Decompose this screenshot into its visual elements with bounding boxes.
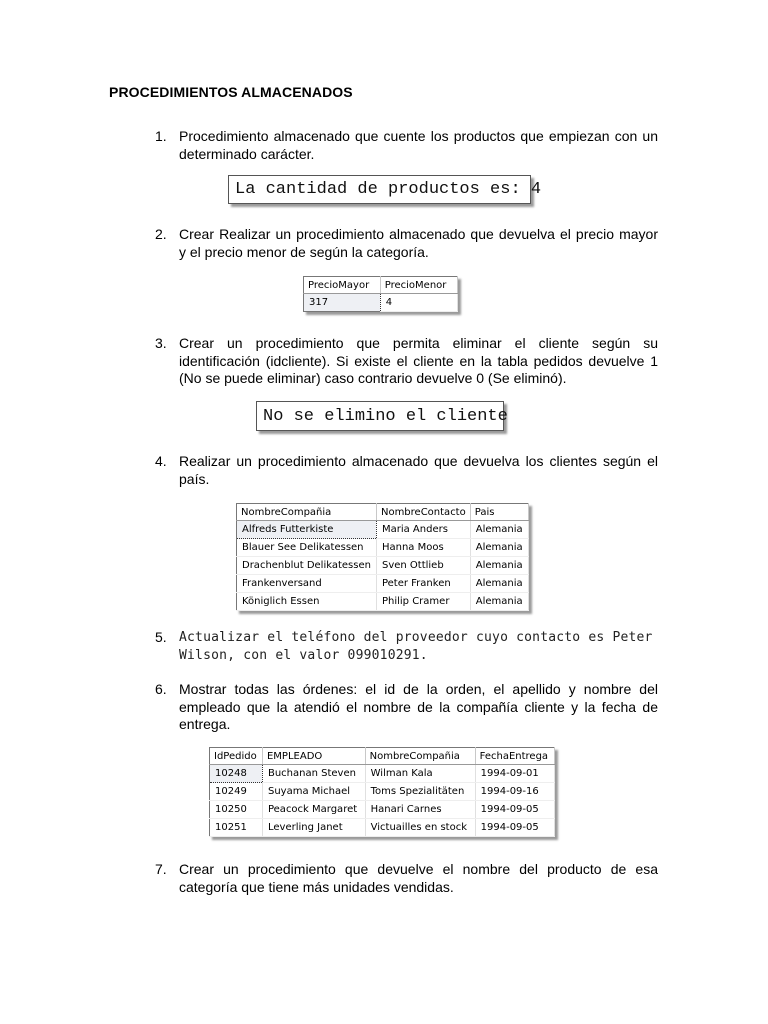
item-number: 1.: [155, 128, 167, 144]
result-message-productos: La cantidad de productos es: 4: [228, 175, 531, 204]
table-row: [210, 783, 555, 801]
table-cell[interactable]: Blauer See Delikatessen: [237, 539, 377, 557]
table-cell[interactable]: Victuailles en stock: [365, 819, 475, 837]
column-header: IdPedido: [210, 748, 263, 765]
column-header: NombreCompañia: [237, 504, 377, 521]
table-cell[interactable]: 317: [304, 294, 381, 312]
table-cell[interactable]: Alemania: [470, 539, 528, 557]
table-cell[interactable]: Toms Spezialitäten: [365, 783, 475, 801]
table-cell[interactable]: Alemania: [470, 575, 528, 593]
item-text: Mostrar todas las órdenes: el id de la orden, el apellido y nombre del empleado que la atendió el nombre de la compañía cliente y la fecha de entrega.: [179, 681, 658, 732]
table-cell[interactable]: Suyama Michael: [262, 783, 365, 801]
table-cell[interactable]: Alemania: [470, 593, 528, 611]
item-text: Crear Realizar un procedimiento almacenado que devuelva el precio mayor y el precio menor de según la categoría.: [179, 226, 658, 260]
table-row: [237, 575, 529, 593]
table-row: [210, 819, 555, 837]
table-row: [304, 294, 458, 312]
table-cell[interactable]: 1994-09-16: [475, 783, 554, 801]
table-cell[interactable]: Hanari Carnes: [365, 801, 475, 819]
table-cell[interactable]: 4: [380, 294, 457, 312]
column-header: FechaEntrega: [475, 748, 554, 765]
column-header: PrecioMenor: [380, 277, 457, 294]
result-grid-precios: [303, 276, 458, 312]
item-number: 5.: [155, 629, 167, 645]
list-item: [155, 226, 658, 261]
table-cell[interactable]: Wilman Kala: [365, 765, 475, 783]
table-cell[interactable]: Hanna Moos: [376, 539, 470, 557]
item-text: Actualizar el teléfono del proveedor cuyo contacto es Peter Wilson, con el valor 099010291.: [179, 630, 653, 663]
table-cell[interactable]: Frankenversand: [237, 575, 377, 593]
result-message-cliente: No se elimino el cliente: [256, 401, 504, 431]
table-cell[interactable]: Buchanan Steven: [262, 765, 365, 783]
table-row: [237, 557, 529, 575]
table-cell[interactable]: Leverling Janet: [262, 819, 365, 837]
table-cell[interactable]: Drachenblut Delikatessen: [237, 557, 377, 575]
table-cell[interactable]: 10250: [210, 801, 263, 819]
item-number: 2.: [155, 226, 167, 242]
result-grid-ordenes: [209, 747, 555, 837]
list-item: [155, 453, 658, 488]
list-item: [155, 681, 658, 734]
table-cell[interactable]: Philip Cramer: [376, 593, 470, 611]
table-cell[interactable]: Alemania: [470, 557, 528, 575]
column-header: NombreContacto: [376, 504, 470, 521]
table-cell[interactable]: Peter Franken: [376, 575, 470, 593]
item-number: 4.: [155, 453, 167, 469]
table-row: [237, 539, 529, 557]
page-title: PROCEDIMIENTOS ALMACENADOS: [109, 84, 353, 100]
column-header: EMPLEADO: [262, 748, 365, 765]
table-cell[interactable]: Königlich Essen: [237, 593, 377, 611]
list-item: [155, 128, 658, 163]
table-cell[interactable]: Alemania: [470, 521, 528, 539]
item-text: Crear un procedimiento que devuelve el nombre del producto de esa categoría que tiene más unidades vendidas.: [179, 861, 658, 895]
column-header: Pais: [470, 504, 528, 521]
table-row: [210, 801, 555, 819]
table-row: [237, 521, 529, 539]
list-item: [155, 629, 658, 664]
item-text: Realizar un procedimiento almacenado que devuelva los clientes según el país.: [179, 453, 658, 487]
column-header: PrecioMayor: [304, 277, 381, 294]
item-text: Procedimiento almacenado que cuente los productos que empiezan con un determinado carácter.: [179, 128, 658, 162]
table-cell[interactable]: Peacock Margaret: [262, 801, 365, 819]
table-row: [210, 765, 555, 783]
table-cell[interactable]: Sven Ottlieb: [376, 557, 470, 575]
item-number: 3.: [155, 335, 167, 351]
table-cell[interactable]: 10249: [210, 783, 263, 801]
item-number: 7.: [155, 861, 167, 877]
item-text: Crear un procedimiento que permita eliminar el cliente según su identificación (idcliente). Si existe el cliente en la tabla pedidos devuelve 1 (No se puede eliminar) caso contrario devuelve 0 (Se eliminó).: [179, 335, 658, 386]
table-cell[interactable]: 1994-09-05: [475, 801, 554, 819]
table-cell[interactable]: 1994-09-01: [475, 765, 554, 783]
table-cell[interactable]: 1994-09-05: [475, 819, 554, 837]
list-item: [155, 861, 658, 896]
table-cell[interactable]: Alfreds Futterkiste: [237, 521, 377, 539]
table-cell[interactable]: Maria Anders: [376, 521, 470, 539]
column-header: NombreCompañia: [365, 748, 475, 765]
table-row: [237, 593, 529, 611]
result-grid-clientes: [236, 503, 529, 611]
list-item: [155, 335, 658, 388]
item-number: 6.: [155, 681, 167, 697]
table-cell[interactable]: 10251: [210, 819, 263, 837]
table-cell[interactable]: 10248: [210, 765, 263, 783]
